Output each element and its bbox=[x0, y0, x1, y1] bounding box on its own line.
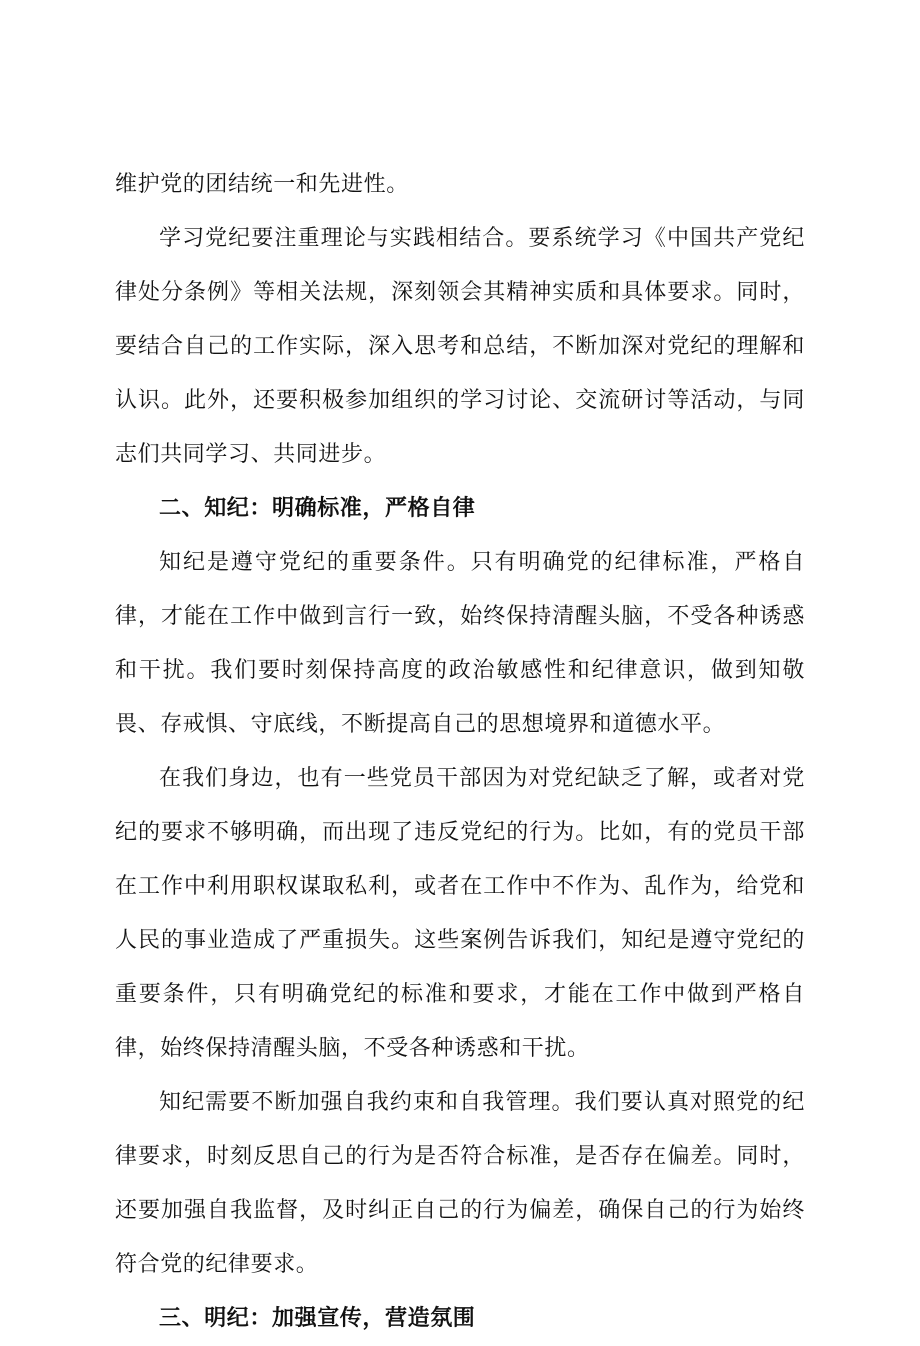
paragraph-know-discipline: 知纪是遵守党纪的重要条件。只有明确党的纪律标准，严格自律，才能在工作中做到言行一致，始终保持清醒头脑，不受各种诱惑和干扰。我们要时刻保持高度的政治敏感性和纪律意识，做到知敬畏、存戒惧、守底线，不断提高自己的思想境界和道德水平。 bbox=[115, 550, 805, 737]
document-page bbox=[115, 158, 805, 1346]
paragraph-self-management: 知纪需要不断加强自我约束和自我管理。我们要认真对照党的纪律要求，时刻反思自己的行为是否符合标准，是否存在偏差。同时，还要加强自我监督，及时纠正自己的行为偏差，确保自己的行为始终符合党的纪律要求。 bbox=[115, 1090, 805, 1277]
paragraph-continuation: 维护党的团结统一和先进性。 bbox=[115, 172, 409, 197]
section-heading-3: 三、明纪：加强宣传，营造氛围 bbox=[159, 1306, 476, 1331]
section-heading-2: 二、知纪：明确标准，严格自律 bbox=[159, 496, 476, 521]
paragraph-study-discipline: 学习党纪要注重理论与实践相结合。要系统学习《中国共产党纪律处分条例》等相关法规，深刻领会其精神实质和具体要求。同时，要结合自己的工作实际，深入思考和总结，不断加深对党纪的理解和认识。此外，还要积极参加组织的学习讨论、交流研讨等活动，与同志们共同学习、共同进步。 bbox=[115, 226, 805, 467]
paragraph-examples: 在我们身边，也有一些党员干部因为对党纪缺乏了解，或者对党纪的要求不够明确，而出现了违反党纪的行为。比如，有的党员干部在工作中利用职权谋取私利，或者在工作中不作为、乱作为，给党和人民的事业造成了严重损失。这些案例告诉我们，知纪是遵守党纪的重要条件，只有明确党纪的标准和要求，才能在工作中做到严格自律，始终保持清醒头脑，不受各种诱惑和干扰。 bbox=[115, 766, 805, 1061]
